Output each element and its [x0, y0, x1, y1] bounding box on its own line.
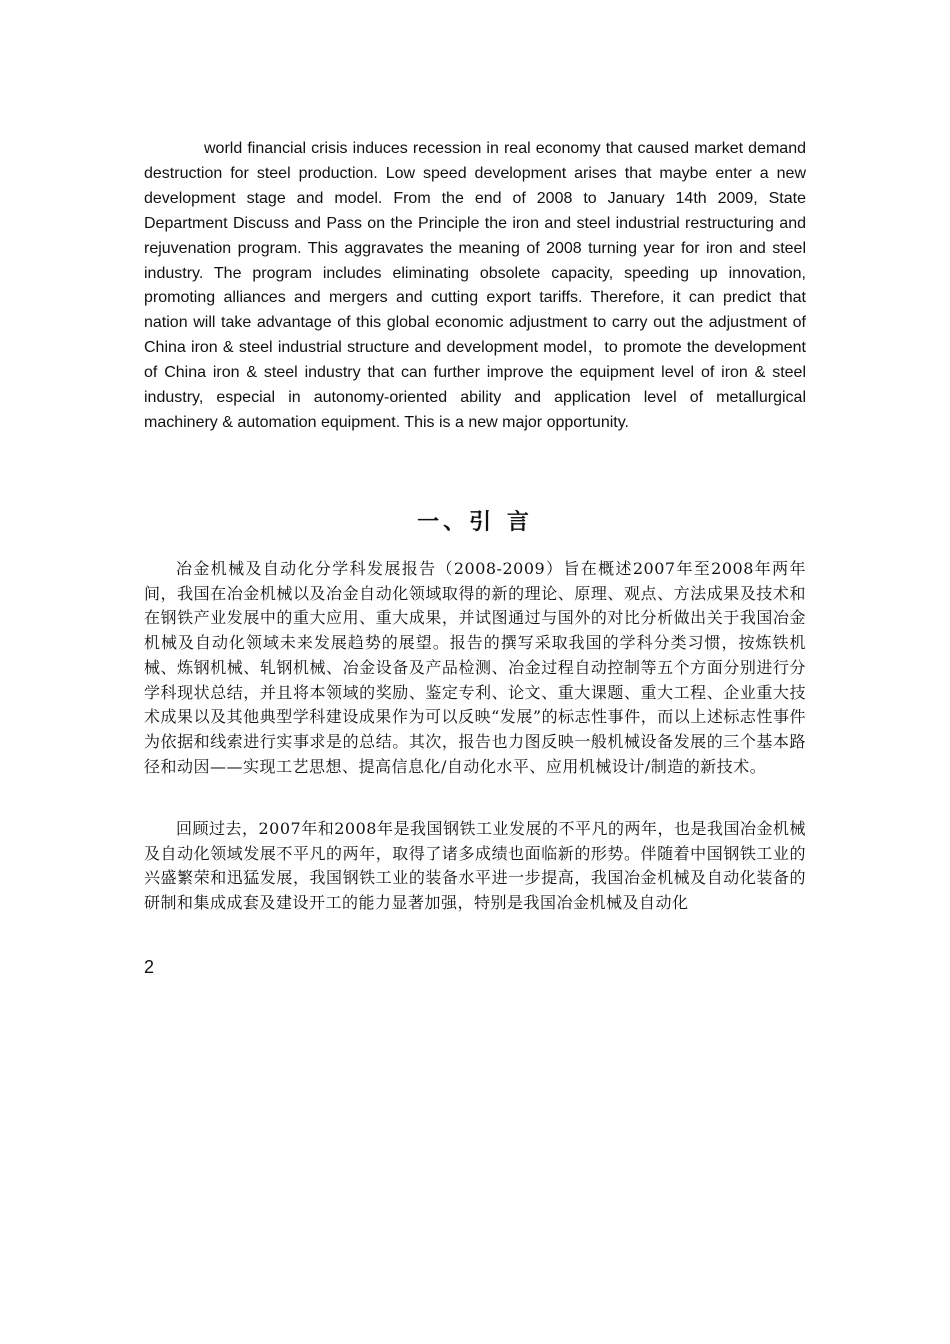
intro-paragraph-2: 回顾过去，2007年和2008年是我国钢铁工业发展的不平凡的两年，也是我国冶金机械及自动化领域发展不平凡的两年，取得了诸多成绩也面临新的形势。伴随着中国钢铁工业的兴盛繁荣和迅猛发展，我国钢铁工业的装备水平进一步提高，我国冶金机械及自动化装备的研制和集成成套及建设开工的能力显著加强，特别是我国冶金机械及自动化	[144, 819, 806, 913]
section-heading-introduction: 一、引 言	[417, 509, 533, 535]
intro-paragraph-1: 冶金机械及自动化分学科发展报告（2008-2009）旨在概述2007年至2008年两年间，我国在冶金机械以及冶金自动化领域取得的新的理论、原理、观点、方法成果及技术和在钢铁产业发展中的重大应用、重大成果，并试图通过与国外的对比分析做出关于我国冶金机械及自动化领域未来发展趋势的展望。报告的撰写采取我国的学科分类习惯，按炼铁机械、炼钢机械、轧钢机械、冶金设备及产品检测、冶金过程自动控制等五个方面分别进行分学科现状总结，并且将本领域的奖励、鉴定专利、论文、重大课题、重大工程、企业重大技术成果以及其他典型学科建设成果作为可以反映“发展”的标志性事件，而以上述标志性事件为依据和线索进行实事求是的总结。其次，报告也力图反映一般机械设备发展的三个基本路径和动因——实现工艺思想、提高信息化/自动化水平、应用机械设计/制造的新技术。	[144, 559, 806, 776]
page-number: 2	[144, 957, 155, 977]
english-abstract-paragraph: world financial crisis induces recession in real economy that caused market demand destruction for steel production. Low speed development arises that maybe enter a new development stage and model. From the end of 2008 to January 14th 2009, State Department Discuss and Pass on the Principle the iron and steel industrial restructuring and rejuvenation program. This aggravates the meaning of 2008 turning year for iron and steel industry. The program includes eliminating obsolete capacity, speeding up innovation, promoting alliances and mergers and cutting export tariffs. Therefore, it can predict that nation will take advantage of this global economic adjustment to carry out the adjustment of China iron & steel industrial structure and development model，to promote the development of China iron & steel industry that can further improve the equipment level of iron & steel industry, especial in autonomy-oriented ability and application level of metallurgical machinery & automation equipment. This is a new major opportunity.	[144, 140, 806, 431]
